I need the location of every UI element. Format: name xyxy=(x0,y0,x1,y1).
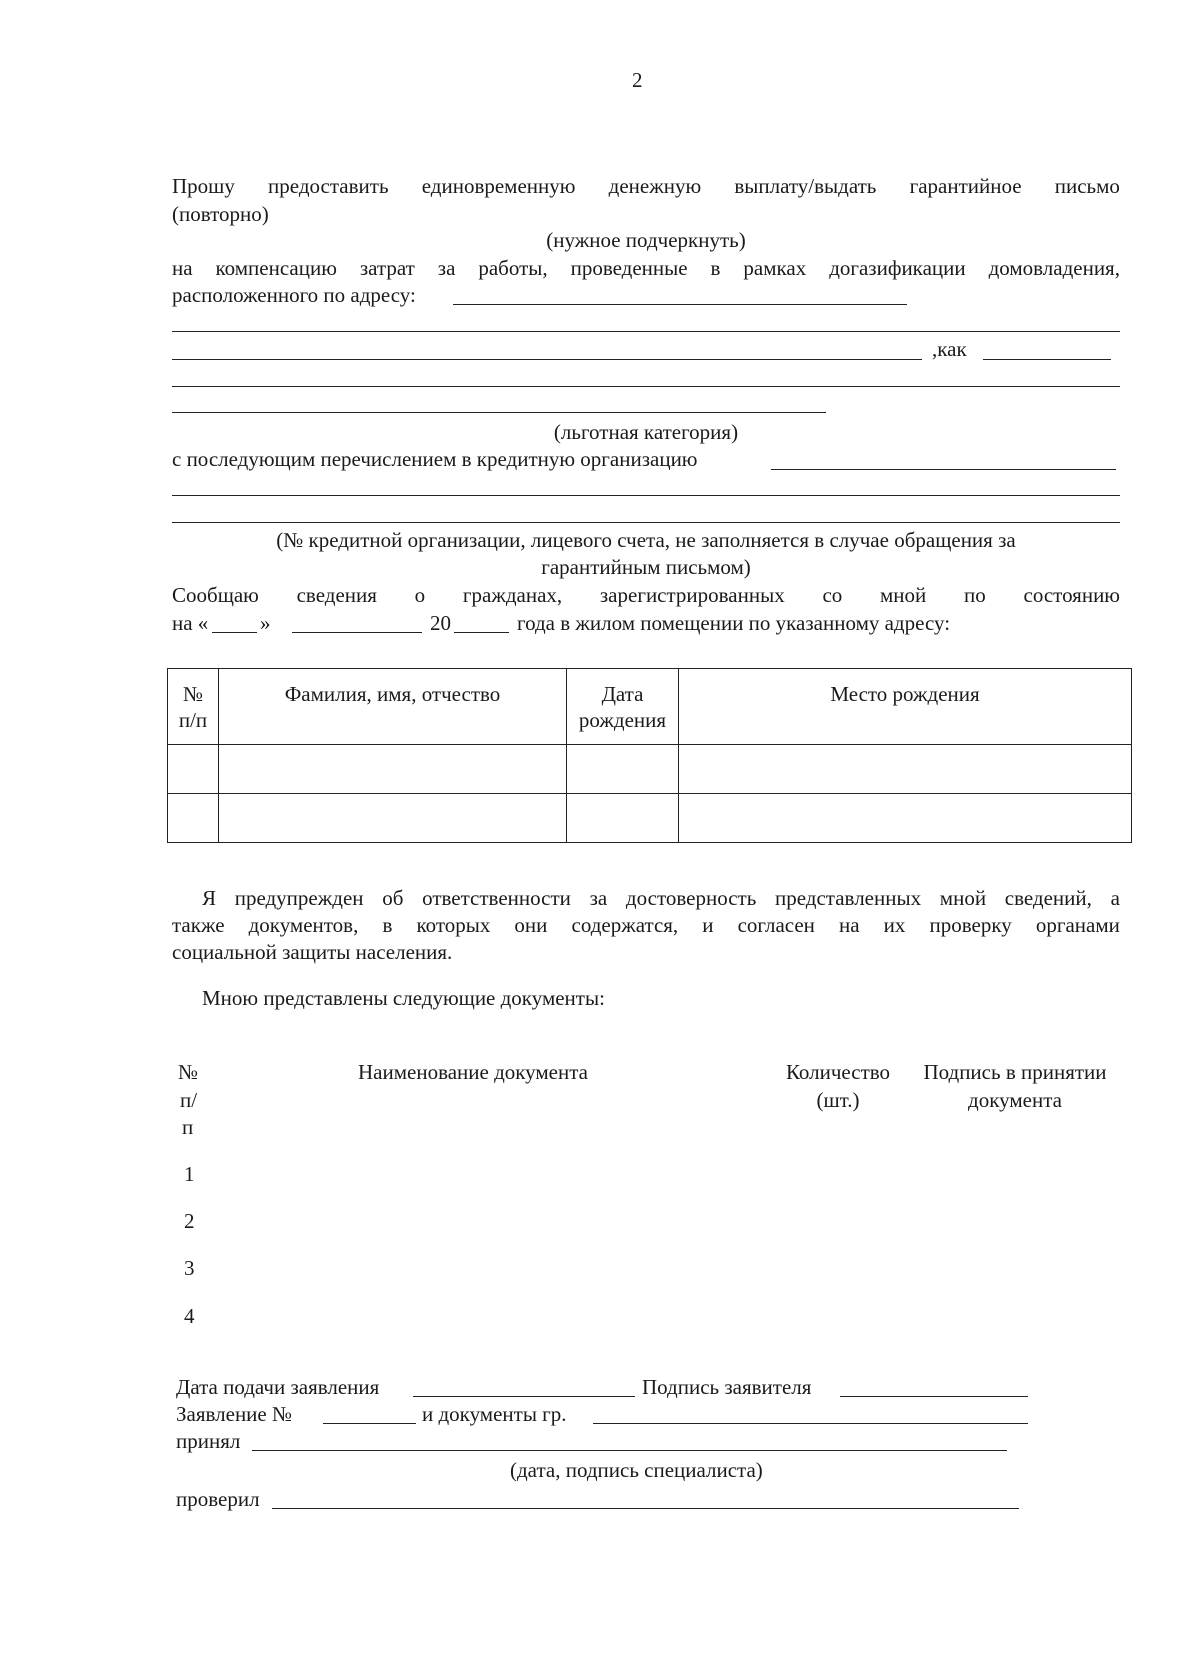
word: в xyxy=(710,256,721,280)
word: рамках xyxy=(743,256,807,280)
table-row xyxy=(168,794,1132,843)
word: на xyxy=(172,256,193,280)
warning-line-2 xyxy=(172,915,1120,936)
warning-line-3: социальной защиты населения. xyxy=(172,940,453,964)
word: достоверность xyxy=(625,886,757,910)
word: их xyxy=(883,913,906,937)
application-number-label: Заявление № xyxy=(176,1402,293,1426)
address-field-line-2[interactable] xyxy=(172,331,1120,332)
header-birth-date: Дата рождения xyxy=(567,669,679,745)
word: органами xyxy=(1035,913,1120,937)
checked-label: проверил xyxy=(176,1487,260,1511)
doc-col-name: Наименование документа xyxy=(358,1060,588,1084)
word: за xyxy=(589,886,608,910)
doc-col-sign-2: документа xyxy=(968,1088,1062,1112)
header-birth-place: Место рождения xyxy=(679,669,1132,745)
request-line-1 xyxy=(172,176,1120,197)
doc-col-qty-1: Количество xyxy=(785,1060,891,1084)
cell-num[interactable] xyxy=(168,745,219,794)
doc-row-num: 4 xyxy=(184,1304,195,1328)
word: мной xyxy=(939,886,987,910)
word: по xyxy=(964,583,986,607)
word: согласен xyxy=(737,913,815,937)
residents-intro-line-1 xyxy=(172,585,1120,606)
word: Сообщаю xyxy=(172,583,259,607)
category-field-line-2[interactable] xyxy=(172,386,1120,387)
checked-field[interactable] xyxy=(272,1508,1019,1509)
doc-col-num-3: п xyxy=(182,1115,194,1139)
request-line-2: (повторно) xyxy=(172,202,269,226)
word: со xyxy=(822,583,843,607)
cell-birth-place[interactable] xyxy=(679,745,1132,794)
word: письмо xyxy=(1054,174,1120,198)
word: работы, xyxy=(478,256,548,280)
request-line-3 xyxy=(172,258,1120,279)
header-fio: Фамилия, имя, отчество xyxy=(219,669,567,745)
day-field[interactable] xyxy=(212,632,257,633)
cell-birth-date[interactable] xyxy=(567,745,679,794)
category-field[interactable] xyxy=(983,359,1111,360)
application-number-field[interactable] xyxy=(323,1423,416,1424)
accepted-label: принял xyxy=(176,1429,241,1453)
word: домовладения, xyxy=(988,256,1120,280)
bank-label: с последующим перечислением в кредитную организацию xyxy=(172,447,698,471)
word: документов, xyxy=(248,913,359,937)
word: которых xyxy=(416,913,491,937)
word: денежную xyxy=(608,174,702,198)
applicant-signature-label: Подпись заявителя xyxy=(642,1375,812,1399)
word: они xyxy=(514,913,548,937)
warning-line-1 xyxy=(202,888,1120,909)
submission-date-field[interactable] xyxy=(413,1396,635,1397)
category-field-line-3[interactable] xyxy=(172,412,826,413)
cell-fio[interactable] xyxy=(219,794,567,843)
doc-row-num: 3 xyxy=(184,1256,195,1280)
cell-fio[interactable] xyxy=(219,745,567,794)
word: в xyxy=(382,913,393,937)
date-na-label: на « xyxy=(172,611,209,635)
page-number: 2 xyxy=(632,68,643,92)
kak-label: ,как xyxy=(932,337,967,361)
word: затрат xyxy=(359,256,415,280)
word: также xyxy=(172,913,225,937)
documents-from-label: и документы гр. xyxy=(422,1402,567,1426)
word: выплату/выдать xyxy=(734,174,877,198)
residents-table xyxy=(167,668,1132,843)
word: сведения xyxy=(296,583,377,607)
word: единовременную xyxy=(421,174,576,198)
address-field-line-3[interactable] xyxy=(172,359,922,360)
doc-col-num-1: № xyxy=(178,1060,199,1084)
citizen-name-field[interactable] xyxy=(593,1423,1028,1424)
address-field[interactable] xyxy=(453,304,907,305)
address-label: расположенного по адресу: xyxy=(172,283,416,307)
cell-birth-date[interactable] xyxy=(567,794,679,843)
doc-row-num: 1 xyxy=(184,1162,195,1186)
bank-field[interactable] xyxy=(771,469,1116,470)
word: Я xyxy=(202,886,217,910)
word: об xyxy=(382,886,404,910)
word: о xyxy=(414,583,426,607)
close-quote: » xyxy=(260,611,271,635)
word: компенсацию xyxy=(215,256,337,280)
word: Прошу xyxy=(172,174,235,198)
word: предоставить xyxy=(268,174,389,198)
applicant-signature-field[interactable] xyxy=(840,1396,1028,1397)
word: ответственности xyxy=(422,886,571,910)
word: содержатся, xyxy=(571,913,679,937)
cell-num[interactable] xyxy=(168,794,219,843)
residents-table-header xyxy=(168,669,1132,745)
word: догазификации xyxy=(829,256,966,280)
word: мной xyxy=(880,583,927,607)
documents-intro: Мною представлены следующие документы: xyxy=(202,986,605,1010)
year-prefix: 20 xyxy=(430,611,451,635)
header-num: № п/п xyxy=(168,669,219,745)
word: гражданах, xyxy=(462,583,563,607)
word: представленных xyxy=(775,886,922,910)
doc-col-sign-1: Подпись в принятии xyxy=(923,1060,1107,1084)
month-field[interactable] xyxy=(292,632,422,633)
bank-field-line-3[interactable] xyxy=(172,522,1120,523)
word: состоянию xyxy=(1023,583,1120,607)
doc-col-num-2: п/ xyxy=(180,1088,198,1112)
bank-field-line-2[interactable] xyxy=(172,495,1120,496)
word: предупрежден xyxy=(234,886,364,910)
word: на xyxy=(839,913,860,937)
hint-underline: (нужное подчеркнуть) xyxy=(546,228,746,252)
word: а xyxy=(1110,886,1120,910)
word: и xyxy=(702,913,714,937)
word: за xyxy=(437,256,456,280)
doc-col-qty-2: (шт.) xyxy=(816,1088,860,1112)
residents-intro-tail: года в жилом помещении по указанному адресу: xyxy=(517,611,951,635)
hint-specialist: (дата, подпись специалиста) xyxy=(510,1458,763,1482)
word: зарегистрированных xyxy=(599,583,785,607)
word: проверку xyxy=(929,913,1012,937)
word: сведений, xyxy=(1004,886,1092,910)
hint-bank-2: гарантийным письмом) xyxy=(541,555,751,579)
table-row xyxy=(168,745,1132,794)
word: проведенные xyxy=(570,256,688,280)
submission-date-label: Дата подачи заявления xyxy=(176,1375,380,1399)
hint-bank-1: (№ кредитной организации, лицевого счета, не заполняется в случае обращения за xyxy=(276,528,1016,552)
doc-row-num: 2 xyxy=(184,1209,195,1233)
word: гарантийное xyxy=(909,174,1022,198)
year-field[interactable] xyxy=(454,632,509,633)
hint-category: (льготная категория) xyxy=(553,420,739,444)
accepted-field[interactable] xyxy=(252,1450,1007,1451)
cell-birth-place[interactable] xyxy=(679,794,1132,843)
